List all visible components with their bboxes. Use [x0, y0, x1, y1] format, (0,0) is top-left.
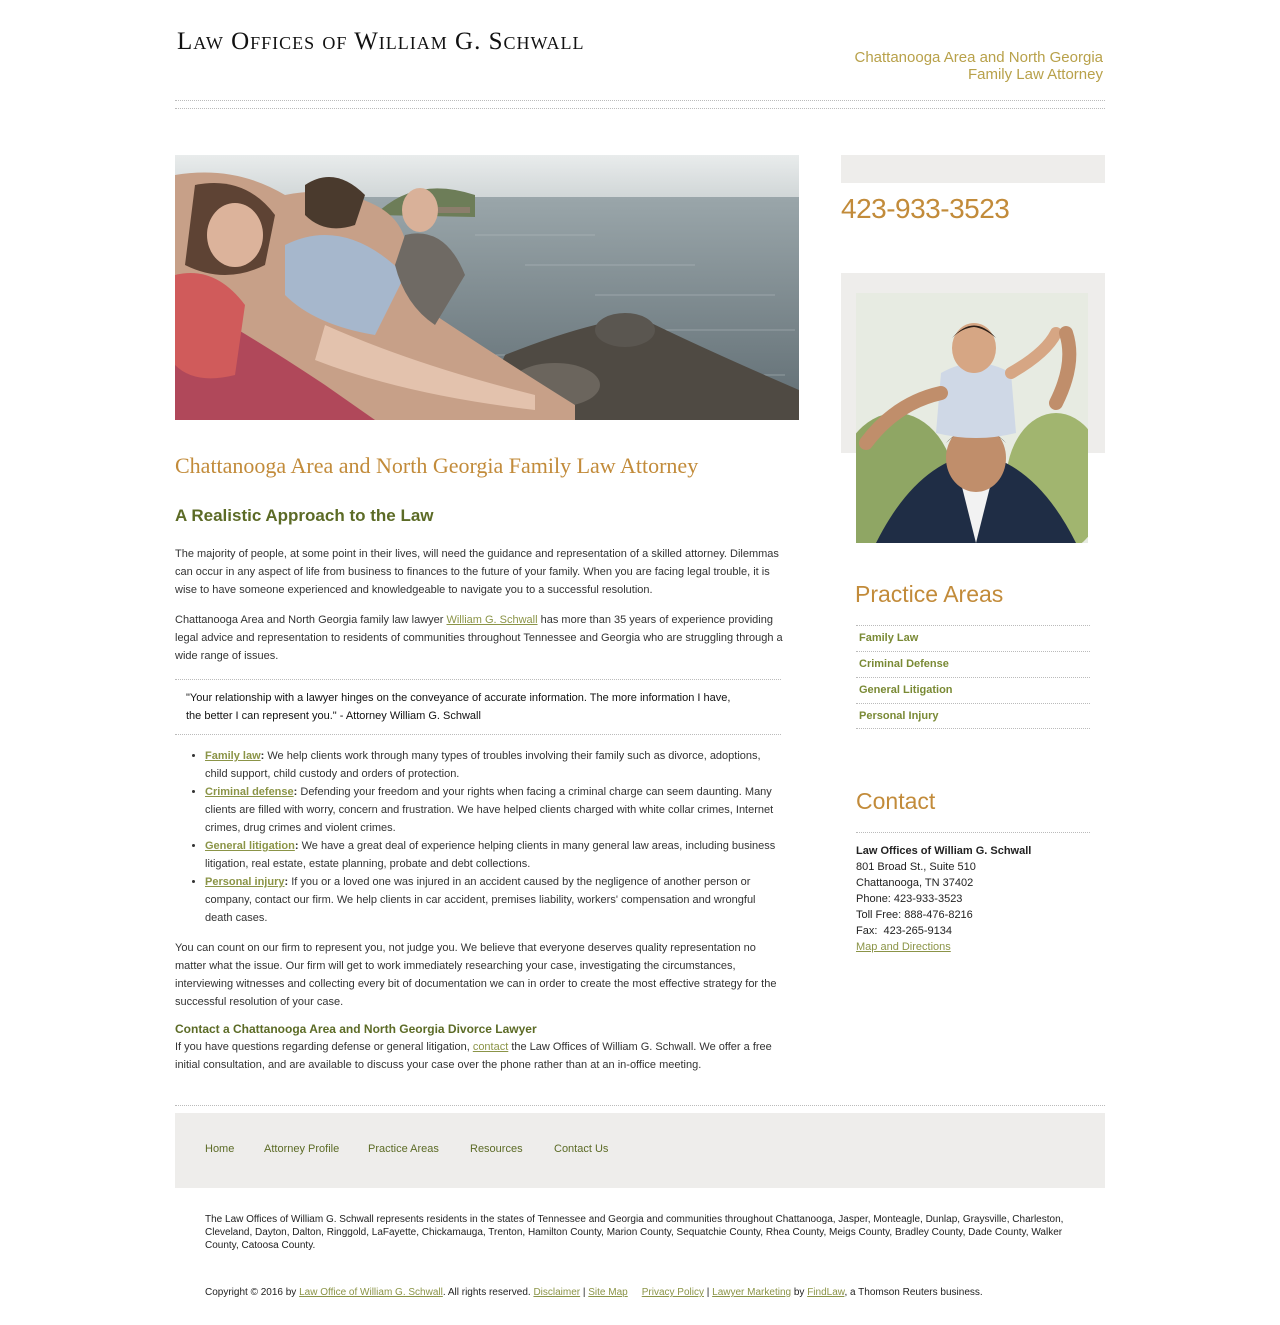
header-divider-bottom [175, 108, 1105, 109]
bullet-text: If you or a loved one was injured in an accident caused by the negligence of another person or company, contact our firm. We help clients in car accident, premises liability, workers' compensation and wrongful death cases. [205, 876, 756, 924]
sidebar [841, 155, 1105, 953]
bullet-text: We have a great deal of experience helping clients in many general law areas, including business litigation, real estate, estate planning, probate and debt collections. [205, 840, 776, 870]
list-item: • General litigation: We have a great deal of experience helping clients in many general law areas, including business litigation, real estate, estate planning, probate and debt collections. [205, 837, 785, 873]
general-litigation-link[interactable]: General litigation [205, 840, 295, 852]
copyright-separator: | [580, 1287, 589, 1298]
footer-divider [175, 1105, 1105, 1106]
contact-paragraph-text-1: If you have questions regarding defense or general litigation, [175, 1041, 473, 1053]
practice-areas-menu [856, 625, 1090, 729]
main-content [175, 448, 785, 1074]
copyright-line [205, 1287, 1105, 1298]
privacy-policy-link[interactable]: Privacy Policy [641, 1287, 704, 1298]
contact-paragraph [175, 1038, 785, 1074]
practice-area-item-family-law[interactable] [856, 625, 1090, 651]
footer-navigation [175, 1113, 1105, 1188]
attorney-profile-link[interactable]: William G. Schwall [446, 614, 538, 626]
findlaw-link[interactable]: FindLaw [807, 1287, 845, 1298]
site-map-link[interactable]: Site Map [588, 1287, 628, 1298]
list-item: • Personal injury: If you or a loved one was injured in an accident caused by the negligence of another person or company, contact our firm. We help clients in car accident, premises liability, workers' compensation and wrongful death cases. [205, 873, 785, 927]
contact-divider [856, 832, 1090, 833]
footer-nav-attorney-profile[interactable]: Attorney Profile [264, 1143, 340, 1155]
address-line-2: Chattanooga, TN 37402 [856, 877, 974, 889]
sidebar-photo-father-son [856, 293, 1088, 543]
disclaimer-link[interactable]: Disclaimer [533, 1287, 581, 1298]
footer-nav-resources[interactable]: Resources [470, 1143, 523, 1155]
list-item: • Family law: We help clients work through many types of troubles involving their family such as divorce, adoptions, child support, child custody and orders of protection. [205, 747, 785, 783]
contact-paragraph-text-2: the Law Offices of William G. Schwall. We offer a free initial consultation, and are available to discuss your case over the phone rather than at an in-office meeting. [175, 1041, 772, 1071]
phone-number[interactable]: 423-933-3523 [841, 193, 1010, 224]
lawyer-marketing-link[interactable]: Lawyer Marketing [712, 1287, 792, 1298]
criminal-defense-link[interactable]: Criminal defense [205, 786, 294, 798]
practice-areas-heading: Practice Areas [855, 581, 1004, 607]
hero-image-family-lakeside [175, 155, 799, 420]
attorney-paragraph-text-2: has more than 35 years of experience providing legal advice and representation to residents of communities throughout Tennessee and Georgia who are struggling through a wide range of issues. [175, 614, 783, 662]
practice-area-link[interactable]: Criminal Defense [859, 658, 949, 670]
contact-info [856, 843, 1096, 955]
attorney-paragraph-text-1: Chattanooga Area and North Georgia family law lawyer [175, 614, 447, 626]
copyright-separator: | [703, 1287, 713, 1298]
tagline-line-2: Family Law Attorney [967, 66, 1103, 83]
contact-phone: Phone: 423-933-3523 [856, 893, 963, 905]
list-item: • Criminal defense: Defending your freedom and your rights when facing a criminal charge can seem daunting. Many clients are filled with worry, concern and frustration. We have helped clients charged with white collar crimes, Internet crimes, drug crimes and violent crimes. [205, 783, 785, 837]
footer-nav-home[interactable]: Home [205, 1143, 235, 1155]
copyright-rights: . All rights reserved. [442, 1287, 534, 1298]
practice-area-item-criminal-defense[interactable] [856, 651, 1090, 677]
header-tagline [783, 49, 1103, 83]
site-logo[interactable]: Law Offices of William G. Schwall [177, 28, 585, 55]
personal-injury-link[interactable]: Personal injury [205, 876, 285, 888]
contact-link[interactable]: contact [472, 1041, 509, 1053]
section-heading: A Realistic Approach to the Law [175, 506, 434, 525]
copyright-suffix: , a Thomson Reuters business. [844, 1287, 983, 1298]
family-law-link[interactable]: Family law [205, 750, 261, 762]
footer-nav-contact-us[interactable]: Contact Us [554, 1143, 609, 1155]
practice-bullet-list [205, 747, 785, 927]
practice-area-item-personal-injury[interactable] [856, 703, 1090, 729]
representation-paragraph: You can count on our firm to represent you, not judge you. We believe that everyone deserves quality representation no matter what the issue. Our firm will get to work immediately researching your case, investigating the circumstances, interviewing witnesses and collecting every bit of documentation we can in order to create the most effective strategy for the successful resolution of your case. [175, 942, 777, 1008]
page-title: Chattanooga Area and North Georgia Family Law Attorney [175, 453, 699, 478]
contact-fax: Fax: 423-265-9134 [856, 925, 953, 937]
practice-area-link[interactable]: Family Law [859, 632, 919, 644]
footer-nav-practice-areas[interactable]: Practice Areas [368, 1143, 439, 1155]
bullet-text: Defending your freedom and your rights when facing a criminal charge can seem daunting. Many clients are filled with worry, concern and frustration. We have helped clients charged with white collar crimes, Internet crimes, drug crimes and violent crimes. [205, 786, 774, 834]
map-directions-link[interactable]: Map and Directions [856, 941, 951, 953]
tagline-line-1: Chattanooga Area and North Georgia [854, 49, 1103, 66]
address-line-1: 801 Broad St., Suite 510 [856, 861, 976, 873]
header-divider-top [175, 100, 1105, 101]
site-header [175, 0, 1105, 112]
contact-heading: Contact [856, 788, 936, 814]
practice-area-link[interactable]: General Litigation [859, 684, 953, 696]
firm-name: Law Offices of William G. Schwall [856, 845, 1032, 857]
attorney-quote: "Your relationship with a lawyer hinges on the conveyance of accurate information. The more information I have, the better I can represent you." - Attorney William G. Schwall [175, 679, 781, 735]
firm-home-link[interactable]: Law Office of William G. Schwall [299, 1287, 443, 1298]
footer-service-area-text: The Law Offices of William G. Schwall represents residents in the states of Tennessee and Georgia and communities throughout Chattanooga, Jasper, Monteagle, Dunlap, Graysville, Charleston, Cleveland, Dayton, Dalton, Ringgold, LaFayette, Chickamauga, Trenton, Hamilton County, Marion County, Sequatchie County, Rhea County, Meigs County, Bradley County, Dade County, Walker County, Catoosa County. [205, 1214, 1064, 1251]
practice-area-item-general-litigation[interactable] [856, 677, 1090, 703]
bullet-text: We help clients work through many types of troubles involving their family such as divorce, adoptions, child support, child custody and orders of protection. [205, 750, 761, 780]
contact-toll-free: Toll Free: 888-476-8216 [856, 909, 973, 921]
intro-paragraph: The majority of people, at some point in their lives, will need the guidance and representation of a skilled attorney. Dilemmas can occur in any aspect of life from business to finances to the future of your family. When you are facing legal trouble, it is wise to have someone experienced and knowledgeable to navigate you to a successful resolution. [175, 548, 779, 596]
contact-section-heading: Contact a Chattanooga Area and North Georgia Divorce Lawyer [175, 1022, 537, 1036]
phone-bar [841, 155, 1105, 183]
copyright-prefix: Copyright © 2016 by [205, 1287, 300, 1298]
attorney-paragraph [175, 611, 785, 665]
practice-area-link[interactable]: Personal Injury [859, 710, 939, 722]
copyright-by: by [791, 1287, 808, 1298]
